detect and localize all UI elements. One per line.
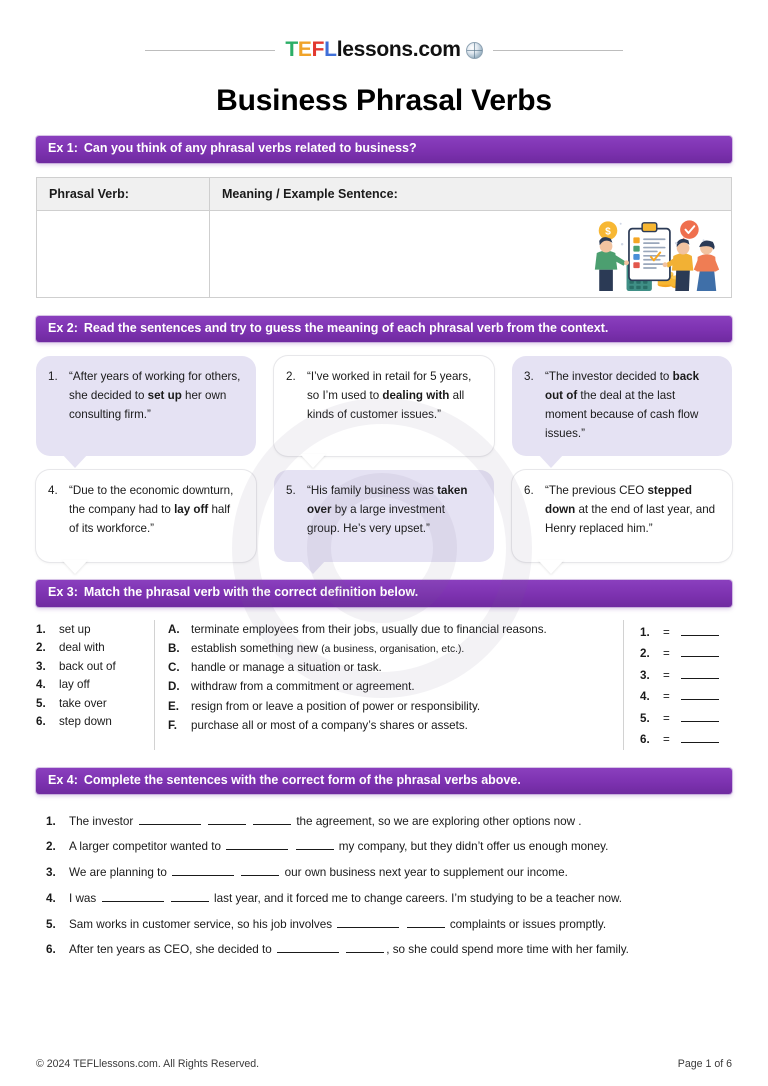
exercise-4-sentences	[36, 807, 732, 961]
bubble-number: 1.	[48, 370, 58, 384]
definition-key: F.	[168, 718, 178, 732]
definition-key: A.	[168, 622, 180, 636]
exercise-1-number: Ex 1:	[48, 141, 78, 155]
bubble-number: 5.	[286, 484, 296, 498]
exercise-1-instruction: Can you think of any phrasal verbs related to business?	[83, 141, 417, 155]
list-item	[46, 910, 732, 936]
verb-text: deal with	[59, 641, 105, 655]
exercise-4-number: Ex 4:	[48, 772, 78, 787]
equals-sign: =	[663, 625, 670, 639]
answer-row	[640, 706, 732, 728]
list-item	[168, 716, 623, 735]
phrasal-verb-column	[36, 620, 154, 750]
gap-blank[interactable]	[253, 813, 291, 825]
verb-key: 2.	[36, 641, 46, 655]
speech-bubble	[512, 356, 732, 456]
answer-row	[640, 663, 732, 685]
business-team-checklist-icon	[573, 215, 721, 293]
bubble-text: “His family business was taken over by a large investment group. He’s very upset.”	[307, 484, 468, 535]
page-footer	[36, 1058, 732, 1070]
header-rule-right	[493, 50, 623, 51]
exercise-4-instruction: Complete the sentences with the correct form of the phrasal verbs above.	[83, 772, 521, 787]
copyright-text: © 2024 TEFLlessons.com. All Rights Reserved.	[36, 1058, 260, 1070]
speech-bubble	[274, 470, 494, 562]
gap-blank[interactable]	[277, 941, 339, 953]
list-item	[168, 697, 623, 716]
bubble-tail	[300, 560, 326, 574]
bubble-text: “After years of working for others, she decided to set up her own consulting firm.”	[69, 370, 241, 421]
definition-key: E.	[168, 699, 179, 713]
bubble-number: 3.	[524, 370, 534, 384]
sentence-key: 3.	[46, 866, 56, 880]
bubble-tail	[538, 560, 564, 574]
list-item	[168, 659, 623, 678]
answer-column	[624, 620, 732, 750]
gap-blank[interactable]	[346, 941, 384, 953]
definition-text: terminate employees from their jobs, usually due to financial reasons.	[191, 622, 547, 636]
gap-blank[interactable]	[337, 916, 399, 928]
svg-text:$: $	[605, 226, 611, 238]
gap-blank[interactable]	[102, 890, 164, 902]
exercise-3-instruction: Match the phrasal verb with the correct definition below.	[83, 585, 419, 600]
page-number: Page 1 of 6	[677, 1058, 732, 1070]
sentence-text: A larger competitor wanted to my company, but they didn’t offer us enough money.	[69, 840, 609, 854]
verb-text: step down	[59, 715, 112, 729]
equals-sign: =	[663, 690, 670, 704]
sentence-key: 2.	[46, 840, 56, 854]
list-item	[36, 620, 154, 639]
exercise-3-match-area	[36, 620, 732, 750]
exercise-2-number: Ex 2:	[48, 320, 78, 335]
answer-blank[interactable]	[681, 731, 719, 743]
answer-key: 5.	[640, 711, 650, 725]
exercise-3-header	[36, 580, 732, 607]
globe-icon	[466, 42, 483, 59]
answer-blank[interactable]	[681, 710, 719, 722]
sentence-text: The investor the agreement, so we are exploring other options now .	[69, 814, 582, 828]
answer-row	[640, 620, 732, 642]
column-header-meaning: Meaning / Example Sentence:	[210, 177, 732, 210]
list-item	[46, 807, 732, 833]
verb-key: 5.	[36, 696, 46, 710]
sentence-key: 1.	[46, 814, 56, 828]
gap-blank[interactable]	[171, 890, 209, 902]
bubble-number: 4.	[48, 484, 58, 498]
gap-blank[interactable]	[226, 838, 288, 850]
exercise-3-number: Ex 3:	[48, 585, 78, 600]
logo-letter-l: L	[324, 38, 337, 61]
brand-header	[36, 0, 732, 62]
speech-bubble	[36, 356, 256, 456]
list-item	[46, 936, 732, 962]
definition-text: handle or manage a situation or task.	[191, 661, 382, 675]
answer-blank[interactable]	[681, 624, 719, 636]
page-title: Business Phrasal Verbs	[216, 84, 552, 117]
list-item	[36, 676, 154, 695]
verb-key: 1.	[36, 622, 46, 636]
equals-sign: =	[663, 711, 670, 725]
sentence-key: 5.	[46, 917, 56, 931]
logo-letter-t: T	[285, 38, 298, 61]
teflessons-logo[interactable]	[285, 38, 482, 62]
bubble-text: “The previous CEO stepped down at the end of last year, and Henry replaced him.”	[545, 484, 716, 535]
list-item	[46, 884, 732, 910]
list-item	[46, 859, 732, 885]
definition-key: B.	[168, 641, 180, 655]
verb-text: back out of	[59, 659, 116, 673]
bubble-number: 2.	[286, 370, 296, 384]
table-header-row	[37, 177, 732, 210]
bubble-tail	[300, 454, 326, 468]
answer-row	[640, 728, 732, 750]
logo-domain-text: lessons.com	[336, 38, 461, 61]
equals-sign: =	[663, 668, 670, 682]
verb-text: set up	[59, 622, 91, 636]
list-item	[168, 639, 623, 658]
gap-blank[interactable]	[139, 813, 201, 825]
answer-key: 3.	[640, 668, 650, 682]
bubble-phrasal-verb: back out of	[545, 370, 700, 403]
header-rule-left	[145, 50, 275, 51]
bubble-phrasal-verb: dealing with	[382, 389, 450, 403]
logo-letter-f: F	[311, 38, 325, 61]
bubble-phrasal-verb: taken over	[307, 484, 468, 517]
speech-bubble	[274, 356, 494, 456]
bubble-text: “Due to the economic downturn, the company had to lay off half of its workforce.”	[69, 484, 234, 535]
list-item	[36, 657, 154, 676]
list-item	[168, 678, 623, 697]
list-item	[168, 620, 623, 639]
gap-blank[interactable]	[241, 864, 279, 876]
definition-text: resign from or leave a position of power or responsibility.	[191, 699, 481, 713]
speech-bubble	[36, 470, 256, 562]
answer-key: 2.	[640, 647, 650, 661]
answer-key: 4.	[640, 690, 650, 704]
definition-text: withdraw from a commitment or agreement.	[191, 680, 415, 694]
exercise-4-header	[36, 768, 732, 795]
definition-key: C.	[168, 661, 180, 675]
answer-row	[640, 642, 732, 664]
bubble-number: 6.	[524, 484, 534, 498]
definition-key: D.	[168, 680, 180, 694]
bubble-phrasal-verb: set up	[147, 389, 182, 403]
equals-sign: =	[663, 733, 670, 747]
bubble-phrasal-verb: lay off	[174, 503, 209, 517]
speech-bubble	[512, 470, 732, 562]
definition-text: establish something new (a business, organisation, etc.).	[191, 641, 465, 655]
bubble-tail	[62, 560, 88, 574]
list-item	[46, 833, 732, 859]
sentence-text: After ten years as CEO, she decided to , so she could spend more time with her family.	[69, 943, 629, 957]
verb-text: lay off	[59, 678, 90, 692]
bubble-tail	[62, 454, 88, 468]
gap-blank[interactable]	[407, 916, 445, 928]
bubble-text: “I’ve worked in retail for 5 years, so I’m used to dealing with all kinds of customer issues.”	[307, 370, 472, 421]
gap-blank[interactable]	[172, 864, 234, 876]
exercise-1-table	[36, 177, 732, 298]
bubble-phrasal-verb: stepped down	[545, 484, 692, 517]
sentence-key: 4.	[46, 891, 56, 905]
exercise-2-header	[36, 316, 732, 343]
equals-sign: =	[663, 647, 670, 661]
sentence-text: Sam works in customer service, so his job involves complaints or issues promptly.	[69, 917, 607, 931]
verb-text: take over	[59, 696, 107, 710]
gap-blank[interactable]	[208, 813, 246, 825]
exercise-1-header	[36, 136, 732, 163]
list-item	[36, 639, 154, 658]
exercise-2-bubble-grid	[36, 356, 732, 562]
table-row	[37, 210, 732, 297]
bubble-tail	[538, 454, 564, 468]
answer-blank[interactable]	[681, 688, 719, 700]
list-item	[36, 713, 154, 732]
answer-blank[interactable]	[681, 645, 719, 657]
verb-key: 3.	[36, 659, 46, 673]
verb-key: 6.	[36, 715, 46, 729]
definition-column	[154, 620, 624, 750]
column-header-phrasal-verb: Phrasal Verb:	[37, 177, 210, 210]
answer-key: 6.	[640, 733, 650, 747]
verb-key: 4.	[36, 678, 46, 692]
definition-text: purchase all or most of a company’s shares or assets.	[191, 718, 468, 732]
logo-letter-e: E	[297, 38, 312, 61]
gap-blank[interactable]	[296, 838, 334, 850]
bubble-text: “The investor decided to back out of the deal at the last moment because of cash flow issues.”	[545, 370, 700, 440]
list-item	[36, 694, 154, 713]
answer-blank[interactable]	[681, 667, 719, 679]
answer-cell-phrasal-verb[interactable]	[37, 210, 210, 297]
answer-row	[640, 685, 732, 707]
sentence-text: We are planning to our own business next year to supplement our income.	[69, 866, 568, 880]
answer-cell-meaning[interactable]	[210, 210, 732, 297]
sentence-key: 6.	[46, 943, 56, 957]
answer-key: 1.	[640, 625, 650, 639]
exercise-2-instruction: Read the sentences and try to guess the meaning of each phrasal verb from the context.	[83, 320, 609, 335]
sentence-text: I was last year, and it forced me to change careers. I’m studying to be a teacher now.	[69, 891, 623, 905]
